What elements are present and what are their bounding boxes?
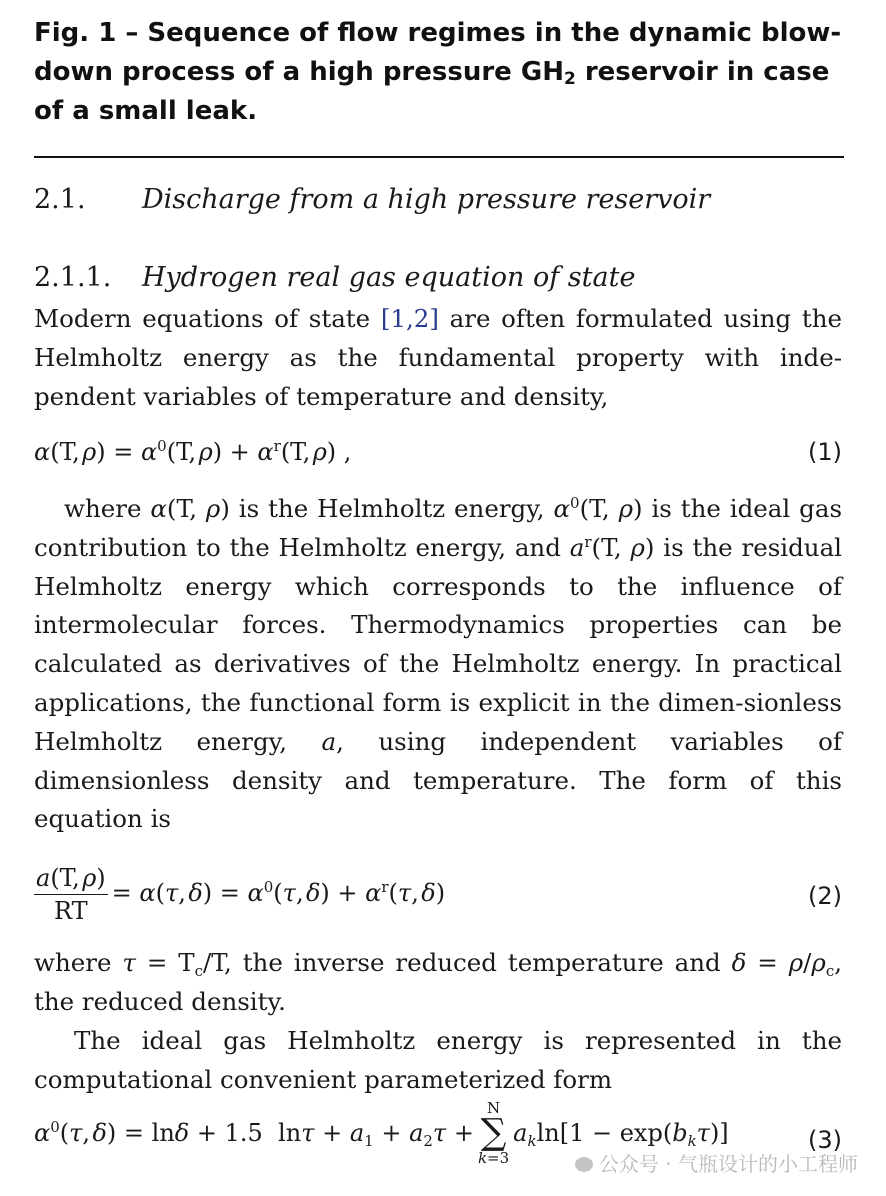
equation-3-number: (3) [808,1126,842,1154]
figure-caption: Fig. 1 – Sequence of flow regimes in the dynamic blow-down process of a high pressure $GH_2$ reservoir in case of a small leak. [34,18,842,126]
section-divider [34,156,844,158]
wechat-icon [575,1157,593,1172]
subsection-number: 2.1.1. [34,262,112,293]
paragraph-eos-intro: Modern equations of state [1,2] are often formulated using the Helmholtz energy as the fundamental property with inde-pendent variables of temperature and density, [34,304,843,411]
section-number: 2.1. [34,184,86,215]
equation-3-body: $\alpha^0(\tau$, δ) = lnδ + 1.5 $\ln\tau + a_1 + a_2\tau$ + N ∑ k=3 $a_k\ln[1 - \exp(b_k\tau)]$ [34,1099,729,1167]
section-title: Discharge from a high pressure reservoir [142,184,711,215]
watermark: 公众号 · 气瓶设计的小工程师 [575,1148,858,1177]
paragraph-reduced-variables: where $\tau = T_c/T$, the inverse reduced temperature and $\delta = \rho/\rho_c$, the reduced density. [34,948,843,1016]
subsection-heading [34,262,635,293]
paragraph-helmholtz-definition: where α(T, ρ) is the Helmholtz energy, $\alpha^0(T$, ρ) is the ideal gas contribution to the Helmholtz energy, and $a^r(T$, ρ) is the residual Helmholtz energy which corresponds to the influence of intermolecular forces. Thermodynamics properties can be calculated as derivatives of the Helmholtz energy. In practical applications, the functional form is explicit in the dimen-sionless Helmholtz energy, a, using independent variables of dimensionless density and temperature. The form of this equation is [34,494,843,834]
equation-2 [34,862,842,932]
section-heading [34,184,710,215]
paragraph-ideal-gas: The ideal gas Helmholtz energy is represented in the computational convenient parameterized form [34,1026,842,1094]
subsection-title: Hydrogen real gas equation of state [142,262,636,293]
equation-2-body: $\frac{a(T, \rho)}{RT}$ = α(τ, $\delta) = \alpha^0(\tau$, $\delta) + \alpha^r(\tau$, δ) [36,864,446,925]
equation-1-body: α(T, $\rho) = \alpha^0(T$, $\rho) + \alpha^r(T$, ρ) , [34,437,352,466]
equation-1-number: (1) [808,438,842,466]
citation-link[interactable]: [1,2] [380,304,439,333]
equation-2-number: (2) [808,882,842,910]
equation-1 [34,438,842,482]
